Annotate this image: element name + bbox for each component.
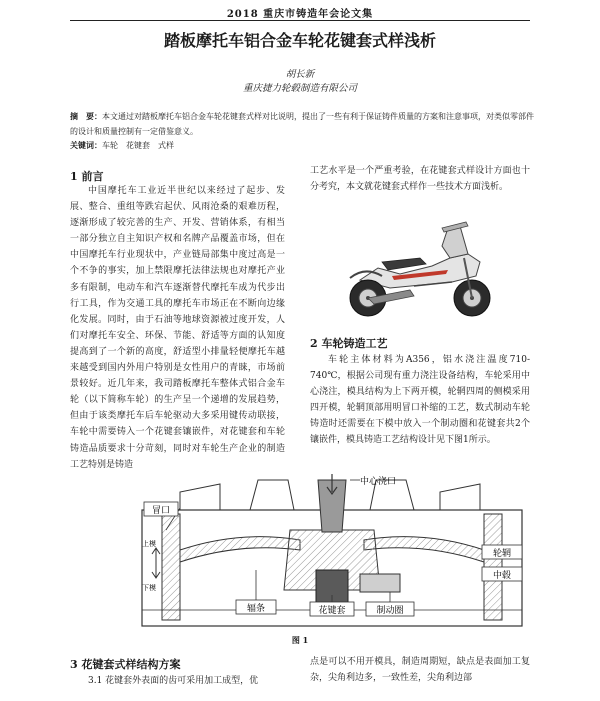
section-1-paragraph: 中国摩托车工业近半世纪以来经过了起步、发展、整合、重组等跌宕起伏、风雨沧桑的艰难历程，逐渐形成了较完善的生产、开发、营销体系，有相当一部分独立自主知识产权和名牌产品覆盖市场，但在中国摩托车行业现状中，产业链局部集中度过高是一个不争的事实，加上禁限摩托法律法规也对摩托产业多有限制，电动车和汽车逐渐替代摩托车成为代步出行工具，作为交通工具的摩托车市场正在不断向边缘化发展。同时，由于石油等地球资源被过度开发，人们对摩托车安全、环保、节能、舒适等方面的认知度提高到了一个新的高度，舒适型小排量轻便摩托车越来越受到国内外用户特别是女性用户的青睐，市场前景较好。近几年来，我司踏板摩托车整体式铝合金车轮（以下简称车轮）的生产呈一个递增的发展趋势，但由于该类摩托车后车轮驱动大多采用键传动联接，车轮中需要铸入一个花键套镶嵌件，对花键套和车轮铸造品质要求十分苛刻，同时对车轮生产企业的制造工艺特别是铸造 bbox=[70, 186, 285, 470]
keywords-text: 车轮 花键套 式样 bbox=[102, 141, 174, 150]
spoke-left bbox=[180, 537, 300, 562]
abstract-label: 摘 要： bbox=[70, 111, 102, 121]
mold-diagram bbox=[140, 470, 540, 630]
label-rim: 轮辋 bbox=[492, 549, 512, 559]
label-upper-mold: 上模 bbox=[142, 540, 156, 548]
label-lower-mold: 下模 bbox=[142, 584, 156, 592]
paper-title: 踏板摩托车铝合金车轮花键套式样浅析 bbox=[163, 31, 436, 50]
abstract bbox=[70, 109, 540, 139]
author-affiliation: 重庆捷力轮毂制造有限公司 bbox=[242, 83, 357, 94]
figure-caption: 图 1 bbox=[291, 635, 309, 645]
section-3-heading: 3 花键套式样结构方案 bbox=[70, 658, 181, 671]
section-1-heading: 1 前言 bbox=[70, 170, 104, 183]
section-2-heading: 2 车轮铸造工艺 bbox=[310, 337, 388, 350]
upper-mold-right-step bbox=[440, 484, 480, 510]
label-spoke: 辐条 bbox=[246, 604, 266, 614]
scooter-image bbox=[330, 218, 505, 323]
keywords bbox=[70, 140, 540, 151]
spoke-right bbox=[364, 537, 484, 562]
keywords-label: 关键词： bbox=[70, 140, 102, 150]
label-riser: 冒口 bbox=[151, 506, 171, 516]
label-center-gate: 中心浇口 bbox=[360, 477, 397, 487]
label-brake-ring: 制动圈 bbox=[376, 606, 404, 616]
abstract-text: 本文通过对踏板摩托车铝合金车轮花键套式样对比说明，提出了一些有利于保证铸件质量的方案和注意事项，对类似零部件的设计和质量控制有一定借鉴意义。 bbox=[70, 112, 534, 136]
running-header bbox=[0, 0, 600, 22]
header-rule bbox=[70, 20, 530, 21]
brake-ring bbox=[360, 574, 400, 592]
author-name: 胡长新 bbox=[285, 69, 315, 80]
rim-left bbox=[162, 514, 180, 620]
right-bottom-paragraph: 点是可以不用开模具，制造周期短，缺点是表面加工复杂，尖角利边多，一致性差，尖角利边部 bbox=[310, 657, 530, 684]
section-3-paragraph: 3.1 花键套外表面的齿可采用加工成型，优 bbox=[88, 676, 259, 686]
section-2-paragraph: 车轮主体材料为A356，铝水浇注温度710-740℃，根据公司现有重力浇注设备结构，车轮采用中心浇注，模具结构为上下两开模，轮辋四周的侧模采用四开模，轮辋顶部用明冒口补缩的工艺，数式制动车轮铸造时还需要在下模中放入一个制动圈和花键套共2个镶嵌件，模具铸造工艺结构设计见下图1所示。 bbox=[310, 355, 530, 446]
running-header-text: 2018 重庆市铸造年会论文集 bbox=[226, 9, 374, 20]
label-spline-sleeve: 花键套 bbox=[318, 606, 346, 616]
right-top-paragraph: 工艺水平是一个严重考验，在花键套式样设计方面也十分考究，本文就花键套式样作一些技术方面浅析。 bbox=[310, 166, 530, 193]
label-hub: 中毂 bbox=[492, 571, 512, 581]
upper-mold-left-step bbox=[180, 484, 220, 510]
